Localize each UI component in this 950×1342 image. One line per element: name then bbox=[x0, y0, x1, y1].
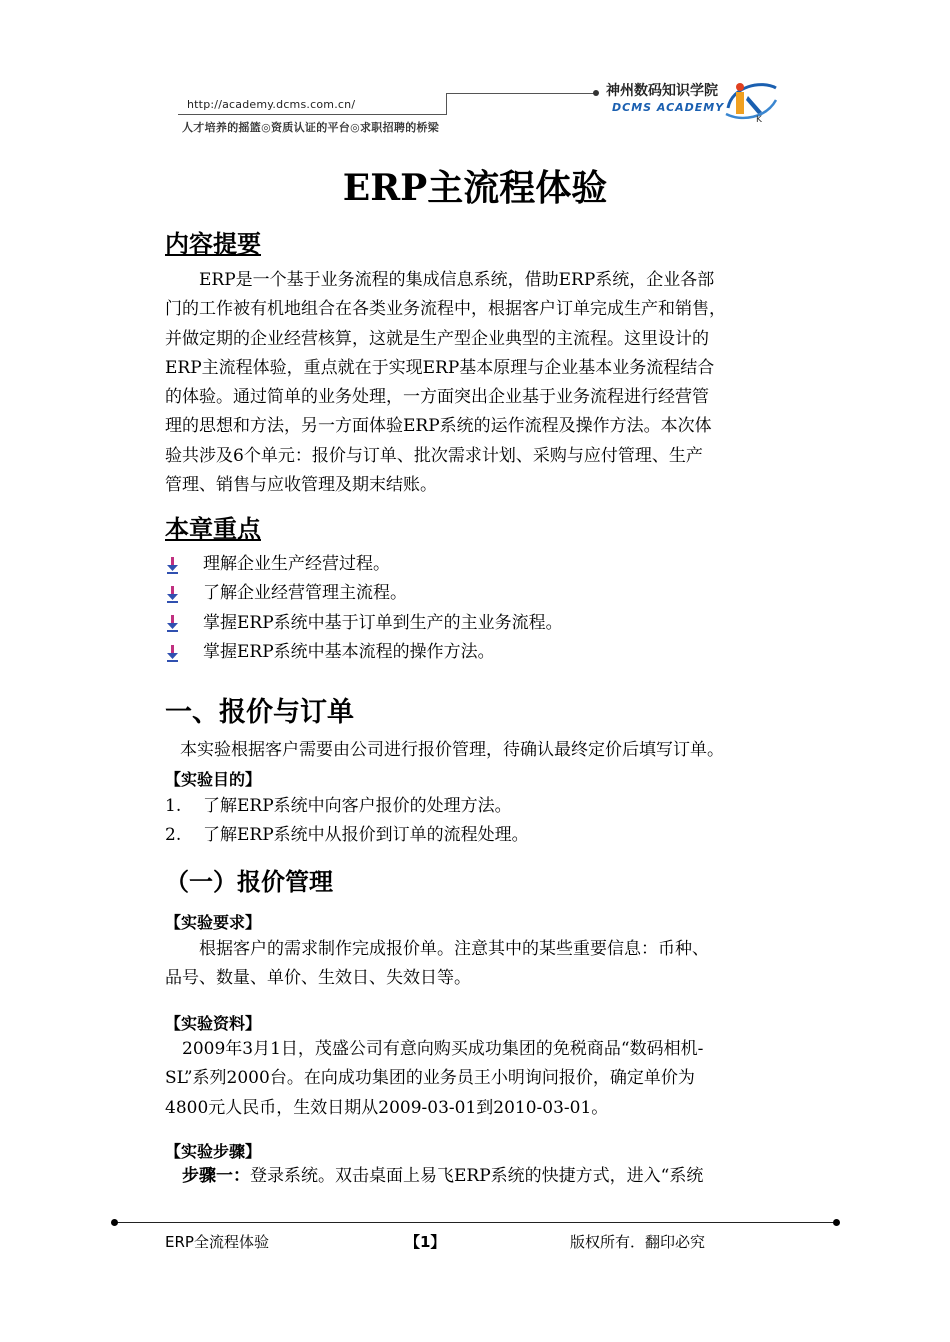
data-line: SL”系列2000台。在向成功集团的业务员王小明询问报价，确定单价为 bbox=[165, 1068, 695, 1089]
footer-rule bbox=[114, 1222, 838, 1223]
summary-line: 门的工作被有机地组合在各类业务流程中，根据客户订单完成生产和销售， bbox=[165, 299, 726, 320]
page-title: ERP主流程体验 bbox=[342, 167, 608, 209]
summary-paragraph bbox=[165, 266, 790, 500]
academy-logo-icon bbox=[722, 78, 780, 124]
list-item bbox=[165, 638, 563, 667]
summary-line: 并做定期的企业经营核算，这就是生产型企业典型的主流程。这里设计的 bbox=[165, 328, 709, 349]
header-rule-right bbox=[446, 93, 596, 94]
step-1-label: 步骤一： bbox=[182, 1166, 250, 1186]
section-intro: 本实验根据客户需要由公司进行报价管理，待确认最终定价后填写订单。 bbox=[180, 740, 724, 760]
summary-line: 理的思想和方法，另一方面体验ERP系统的运作流程及操作方法。本次体 bbox=[165, 416, 712, 437]
svg-text:K: K bbox=[756, 115, 762, 124]
arrow-down-bullet-icon bbox=[165, 613, 203, 633]
list-item bbox=[165, 579, 563, 608]
arrow-down-bullet-icon bbox=[165, 643, 203, 663]
list-item bbox=[165, 792, 529, 821]
header-rule-dot bbox=[593, 90, 599, 96]
summary-line: 的体验。通过简单的业务处理，一方面突出企业基于业务流程进行经营管 bbox=[165, 387, 709, 408]
header-rule-left bbox=[178, 114, 446, 115]
requirement-line: 根据客户的需求制作完成报价单。注意其中的某些重要信息：币种、 bbox=[199, 939, 709, 959]
list-item-text: 了解企业经营管理主流程。 bbox=[203, 583, 407, 604]
key-points-list bbox=[165, 550, 563, 667]
brand-name-cn: 神州数码知识学院 bbox=[606, 83, 718, 99]
summary-heading: 内容提要 bbox=[165, 229, 261, 258]
footer-copyright: 版权所有．翻印必究 bbox=[570, 1233, 706, 1251]
header-rule-step bbox=[446, 94, 447, 115]
list-item bbox=[165, 550, 563, 579]
steps-label: 【实验步骤】 bbox=[165, 1142, 262, 1161]
list-item bbox=[165, 821, 529, 850]
list-item-text: 掌握ERP系统中基于订单到生产的主业务流程。 bbox=[203, 612, 563, 633]
data-paragraph bbox=[165, 1035, 790, 1123]
list-number: 2. bbox=[165, 825, 182, 846]
list-item-text: 理解企业生产经营过程。 bbox=[203, 554, 390, 574]
step-1 bbox=[182, 1162, 703, 1191]
summary-line: 管理、销售与应收管理及期末结账。 bbox=[165, 475, 437, 496]
data-line: 2009年3月1日，茂盛公司有意向购买成功集团的免税商品“数码相机- bbox=[182, 1039, 704, 1059]
requirement-line: 品号、数量、单价、生效日、失效日等。 bbox=[165, 968, 471, 989]
list-item-text: 掌握ERP系统中基本流程的操作方法。 bbox=[203, 641, 495, 662]
data-label: 【实验资料】 bbox=[165, 1014, 262, 1033]
section-heading: 一、报价与订单 bbox=[165, 697, 354, 728]
key-points-heading: 本章重点 bbox=[165, 514, 261, 543]
brand-name-en: DCMS ACADEMY bbox=[612, 101, 725, 114]
list-item-text: 了解ERP系统中向客户报价的处理方法。 bbox=[203, 796, 512, 816]
footer-left: ERP全流程体验 bbox=[165, 1233, 269, 1251]
list-item-text: 了解ERP系统中从报价到订单的流程处理。 bbox=[203, 825, 529, 846]
purpose-label: 【实验目的】 bbox=[165, 770, 262, 789]
step-1-text: 登录系统。双击桌面上易飞ERP系统的快捷方式，进入“系统 bbox=[250, 1166, 704, 1186]
header-url: http://academy.dcms.com.cn/ bbox=[187, 98, 356, 111]
arrow-down-bullet-icon bbox=[165, 555, 203, 575]
footer-rule-dot-left bbox=[111, 1219, 118, 1226]
summary-line: 验共涉及6个单元：报价与订单、批次需求计划、采购与应付管理、生产 bbox=[165, 445, 703, 466]
arrow-down-bullet-icon bbox=[165, 584, 203, 604]
summary-line: ERP主流程体验，重点就在于实现ERP基本原理与企业基本业务流程结合 bbox=[165, 357, 715, 378]
summary-line: ERP是一个基于业务流程的集成信息系统，借助ERP系统，企业各部 bbox=[199, 270, 715, 290]
list-number: 1. bbox=[165, 796, 182, 816]
header-slogan: 人才培养的摇篮◎资质认证的平台◎求职招聘的桥梁 bbox=[182, 121, 440, 134]
footer-rule-dot-right bbox=[833, 1219, 840, 1226]
page-number: 【1】 bbox=[405, 1233, 446, 1251]
requirement-paragraph bbox=[165, 935, 790, 994]
list-item bbox=[165, 609, 563, 638]
purpose-list bbox=[165, 792, 529, 851]
requirement-label: 【实验要求】 bbox=[165, 913, 262, 932]
data-line: 4800元人民币，生效日期从2009-03-01到2010-03-01。 bbox=[165, 1097, 609, 1118]
subsection-heading: （一）报价管理 bbox=[165, 868, 333, 896]
